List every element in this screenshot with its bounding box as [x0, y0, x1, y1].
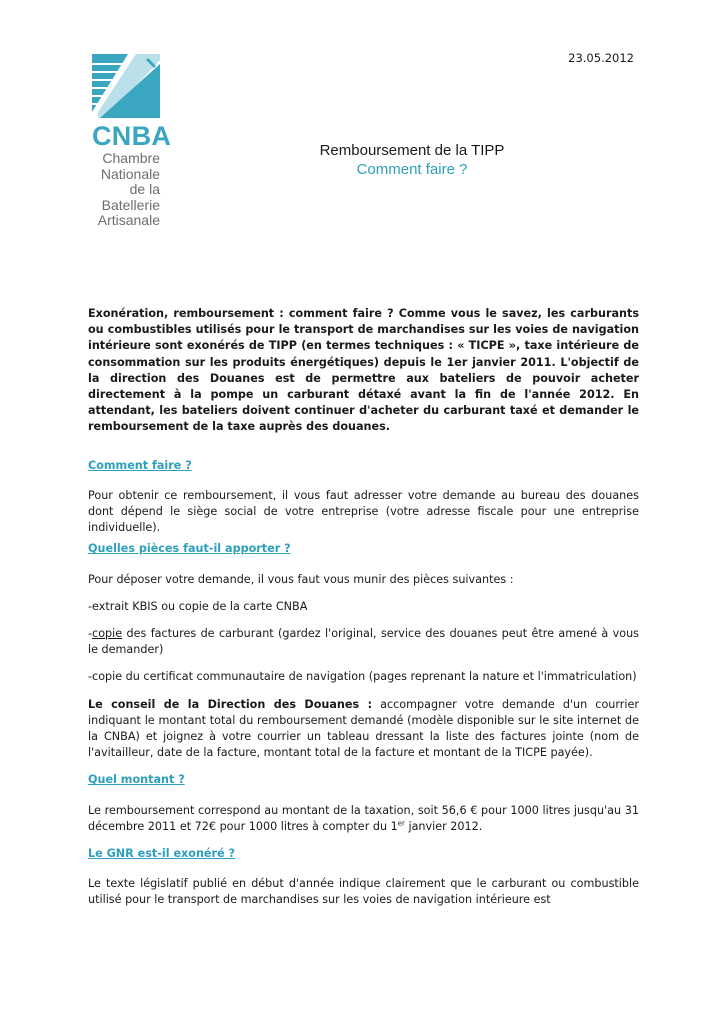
cnba-logo: [92, 54, 172, 229]
section-text-comment-faire: Pour obtenir ce remboursement, il vous faut adresser votre demande au bureau des douanes dont dépend le siège social de votre entreprise (votre adresse fiscale pour une entreprise individuelle).: [88, 488, 639, 535]
brand-line-3: de la: [129, 181, 160, 197]
pieces-item-2-dash: -: [88, 627, 93, 641]
section-heading-comment-faire: Comment faire ?: [88, 458, 192, 472]
montant-text-a: Le remboursement correspond au montant de la taxation, soit 56,6 € pour 1000 litres jusqu'au 31 décembre 2011 et 72€ pour 1000 litres à compter du 1: [88, 803, 639, 833]
section-text-gnr: Le texte législatif publié en début d'année indique clairement que le carburant ou combustible utilisé pour le transport de marchandises sur les voies de navigation intérieure est: [88, 877, 639, 907]
brand-line-5: Artisanale: [97, 212, 160, 228]
document-body: [88, 306, 639, 909]
pieces-item-2: [88, 626, 639, 658]
brand-line-1: Chambre: [102, 150, 160, 166]
pieces-item-3: -copie du certificat communautaire de navigation (pages reprenant la nature et l'immatriculation): [88, 670, 637, 684]
pieces-lead: Pour déposer votre demande, il vous faut vous munir des pièces suivantes :: [88, 572, 514, 586]
section-heading-gnr: Le GNR est-il exonéré ?: [88, 847, 235, 861]
brand-line-2: Nationale: [100, 165, 160, 182]
conseil-text: accompagner votre demande d'un courrier indiquant le montant total du remboursement demandé (modèle disponible sur le site internet de la CNBA) et joignez à votre courrier un tableau dressant la liste des factures jointe (nom de l'avitailleur, date de la facture, montant total de la facture et montant de la TICPE payée).: [88, 697, 639, 760]
intro-paragraph: Exonération, remboursement : comment faire ? Comme vous le savez, les carburants ou combustibles utilisés pour le transport de marchandises sur les voies de navigation intérieure sont exonérés de TIPP (en termes techniques : « TICPE », taxe intérieure de consommation sur les produits énergétiques) depuis le 1er janvier 2011. L'objectif de la direction des Douanes est de permettre aux bateliers de pouvoir acheter directement à la pompe un carburant détaxé avant la fin de l'année 2012. En attendant, les bateliers doivent continuer d'acheter du carburant taxé et demander le remboursement de la taxe auprès des douanes.: [88, 307, 639, 434]
section-heading-pieces: Quelles pièces faut-il apporter ?: [88, 542, 291, 556]
conseil-paragraph: [88, 697, 639, 762]
pieces-item-2-rest: des factures de carburant (gardez l'original, service des douanes peut être amené à vous le demander): [88, 627, 639, 657]
brand-name: CNBA: [92, 121, 172, 151]
conseil-label: Le conseil de la Direction des Douanes :: [88, 697, 373, 711]
title-block: [290, 142, 534, 180]
page-title: Remboursement de la TIPP: [319, 142, 505, 159]
brand-line-4: Batellerie: [101, 196, 160, 213]
montant-text-b: janvier 2012.: [404, 819, 483, 833]
montant-sup: er: [397, 819, 405, 828]
pieces-item-1: -extrait KBIS ou copie de la carte CNBA: [88, 599, 308, 613]
section-text-montant: [88, 803, 639, 835]
section-heading-montant: Quel montant ?: [88, 773, 185, 787]
cnba-emblem-icon: [92, 54, 160, 118]
page-subtitle: Comment faire ?: [356, 161, 468, 178]
pieces-item-2-word: copie: [92, 627, 123, 641]
document-date: 23.05.2012: [568, 51, 634, 65]
